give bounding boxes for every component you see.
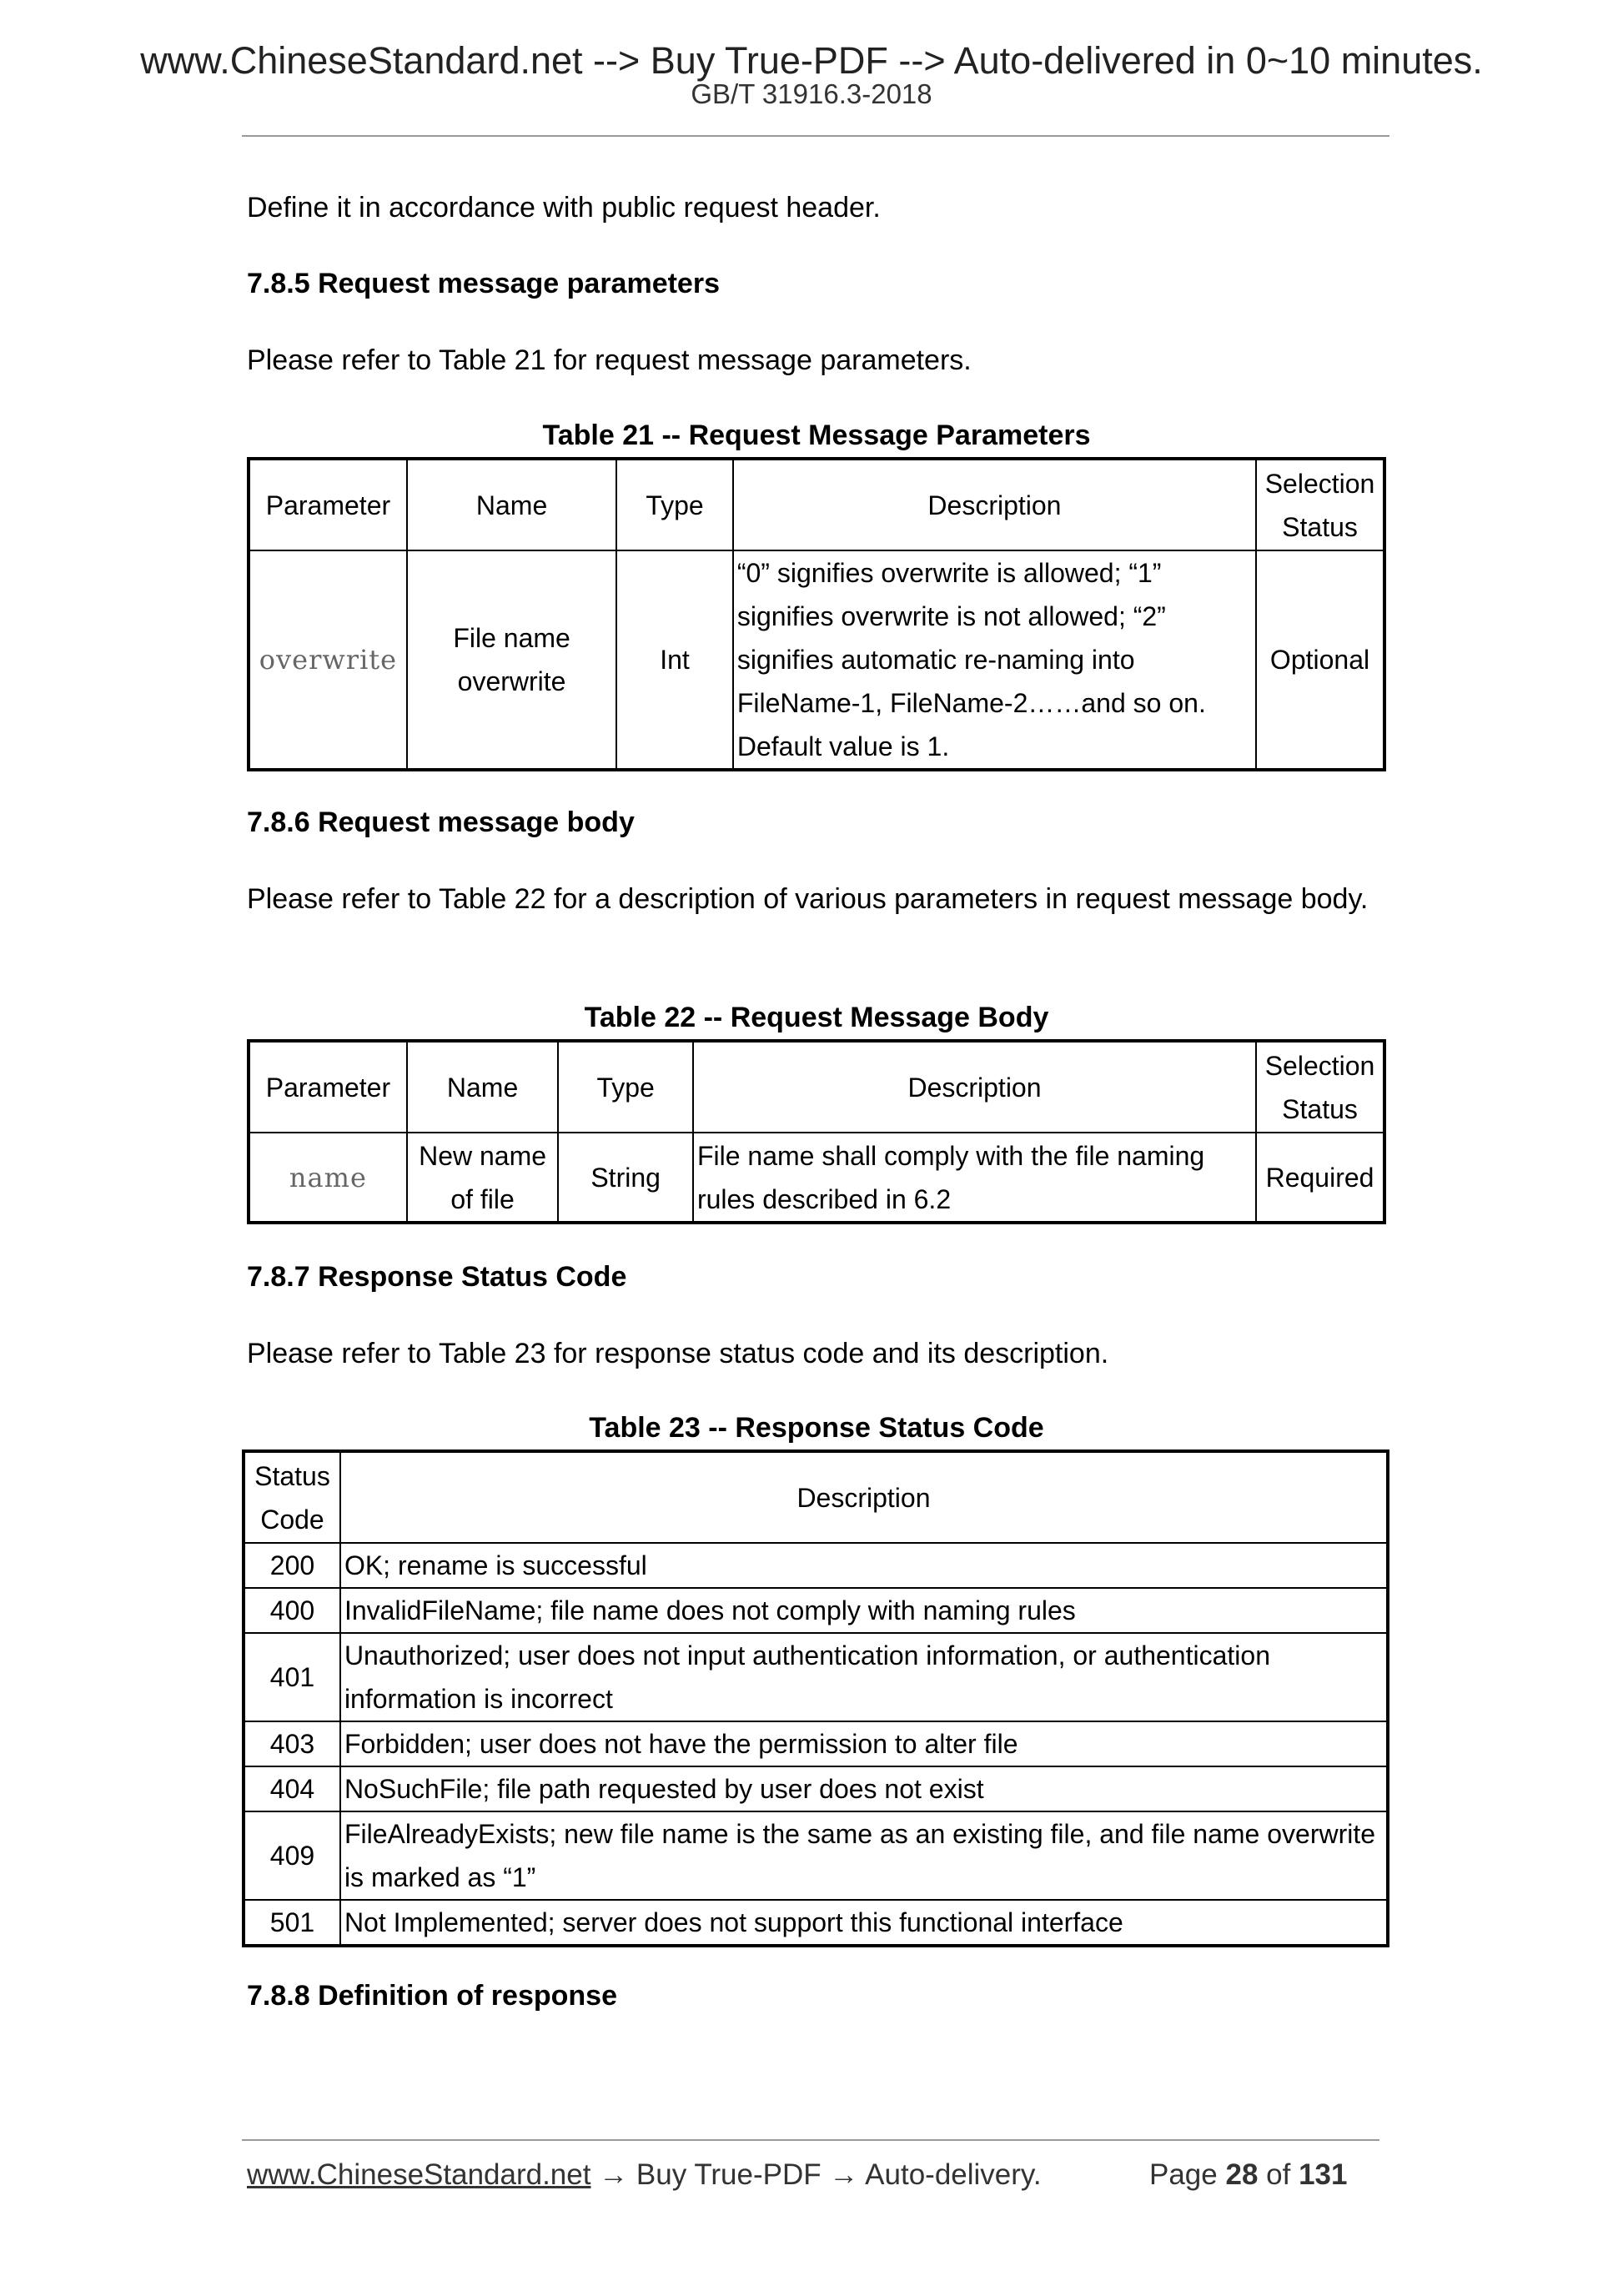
section-7-8-5-heading: 7.8.5 Request message parameters xyxy=(247,268,720,299)
table-row xyxy=(244,1588,1388,1633)
footer-trail-text: → Buy True-PDF → Auto-delivery. xyxy=(590,2158,1042,2191)
description-line: signifies overwrite is not allowed; “2” xyxy=(736,601,1166,631)
footer-total-pages: 131 xyxy=(1299,2158,1348,2191)
table-row xyxy=(249,550,1384,770)
section-7-8-6-heading: 7.8.6 Request message body xyxy=(247,806,635,838)
status-code-cell: 401 xyxy=(244,1633,340,1721)
status-code-cell: 403 xyxy=(244,1721,340,1766)
footer-of-label: of xyxy=(1266,2158,1291,2191)
table-22-status-cell: Required xyxy=(1256,1133,1384,1223)
section-7-8-7-paragraph: Please refer to Table 23 for response status code and its description. xyxy=(247,1338,1109,1369)
table-row xyxy=(244,1900,1388,1946)
status-description-cell: OK; rename is successful xyxy=(340,1543,1388,1588)
table-21-header-row xyxy=(249,459,1384,550)
status-description-cell: FileAlreadyExists; new file name is the same as an existing file, and file name overwrite is marked as “1” xyxy=(340,1811,1388,1900)
document-id: GB/T 31916.3-2018 xyxy=(691,78,932,109)
status-code-cell: 400 xyxy=(244,1588,340,1633)
table-21-header-status: Selection Status xyxy=(1256,459,1384,550)
status-description-cell: Unauthorized; user does not input authentication information, or authentication information is incorrect xyxy=(340,1633,1388,1721)
footer-page-label: Page xyxy=(1149,2158,1218,2191)
status-description-cell: Not Implemented; server does not support this functional interface xyxy=(340,1900,1388,1946)
section-7-8-5-paragraph: Please refer to Table 21 for request message parameters. xyxy=(247,344,972,376)
table-22-header-status: Selection Status xyxy=(1256,1041,1384,1133)
status-description-cell: InvalidFileName; file name does not comply with naming rules xyxy=(340,1588,1388,1633)
intro-paragraph: Define it in accordance with public request header. xyxy=(247,192,881,224)
table-22-name-cell: New name of file xyxy=(407,1133,559,1223)
table-22-header-description: Description xyxy=(693,1041,1256,1133)
table-row xyxy=(249,1133,1384,1223)
section-7-8-8-heading: 7.8.8 Definition of response xyxy=(247,1980,617,2012)
footer-link-line xyxy=(247,2160,1042,2189)
table-23-caption: Table 23 -- Response Status Code xyxy=(589,1412,1044,1444)
table-21-header-type: Type xyxy=(616,459,733,550)
table-row xyxy=(244,1543,1388,1588)
table-22-header-row xyxy=(249,1041,1384,1133)
table-22 xyxy=(247,1039,1386,1224)
table-21-status-cell: Optional xyxy=(1256,550,1384,770)
status-code-cell: 501 xyxy=(244,1900,340,1946)
description-line: “0” signifies overwrite is allowed; “1” xyxy=(736,558,1162,588)
table-21-header-name: Name xyxy=(407,459,616,550)
status-description-cell: NoSuchFile; file path requested by user does not exist xyxy=(340,1766,1388,1811)
description-line: Default value is 1. xyxy=(736,731,950,761)
footer-divider xyxy=(242,2139,1379,2141)
table-22-caption: Table 22 -- Request Message Body xyxy=(584,1002,1049,1033)
table-23-header-row xyxy=(244,1451,1388,1543)
footer-page-counter xyxy=(1149,2160,1348,2189)
description-line: FileName-1, FileName-2……and so on. xyxy=(736,688,1206,718)
header-divider xyxy=(242,135,1389,137)
table-23-header-description: Description xyxy=(340,1451,1388,1543)
table-21-description-cell xyxy=(733,550,1256,770)
footer-site-link[interactable]: www.ChineseStandard.net xyxy=(247,2158,591,2191)
table-21-type-cell: Int xyxy=(616,550,733,770)
table-21-name-cell: File name overwrite xyxy=(407,550,616,770)
table-row xyxy=(244,1721,1388,1766)
table-21-caption: Table 21 -- Request Message Parameters xyxy=(542,420,1091,451)
table-22-header-parameter: Parameter xyxy=(249,1041,407,1133)
table-23 xyxy=(242,1449,1389,1947)
table-22-description-cell: File name shall comply with the file naming rules described in 6.2 xyxy=(693,1133,1256,1223)
table-row xyxy=(244,1766,1388,1811)
table-row xyxy=(244,1811,1388,1900)
status-code-cell: 404 xyxy=(244,1766,340,1811)
table-23-header-status-code: Status Code xyxy=(244,1451,340,1543)
section-7-8-7-heading: 7.8.7 Response Status Code xyxy=(247,1261,627,1293)
table-22-header-type: Type xyxy=(558,1041,693,1133)
table-21-header-description: Description xyxy=(733,459,1256,550)
table-21-parameter-cell: overwrite xyxy=(249,550,407,770)
table-22-header-name: Name xyxy=(407,1041,559,1133)
table-21-header-parameter: Parameter xyxy=(249,459,407,550)
table-row xyxy=(244,1633,1388,1721)
status-code-cell: 200 xyxy=(244,1543,340,1588)
description-line: signifies automatic re-naming into xyxy=(736,645,1135,675)
table-22-type-cell: String xyxy=(558,1133,693,1223)
header-banner: www.ChineseStandard.net --> Buy True-PDF --> Auto-delivered in 0~10 minutes. xyxy=(140,39,1483,82)
section-7-8-6-paragraph: Please refer to Table 22 for a description of various parameters in request message body. xyxy=(247,883,1369,915)
status-code-cell: 409 xyxy=(244,1811,340,1900)
footer-page-number: 28 xyxy=(1225,2158,1259,2191)
status-description-cell: Forbidden; user does not have the permission to alter file xyxy=(340,1721,1388,1766)
table-22-parameter-cell: name xyxy=(249,1133,407,1223)
table-21 xyxy=(247,457,1386,771)
